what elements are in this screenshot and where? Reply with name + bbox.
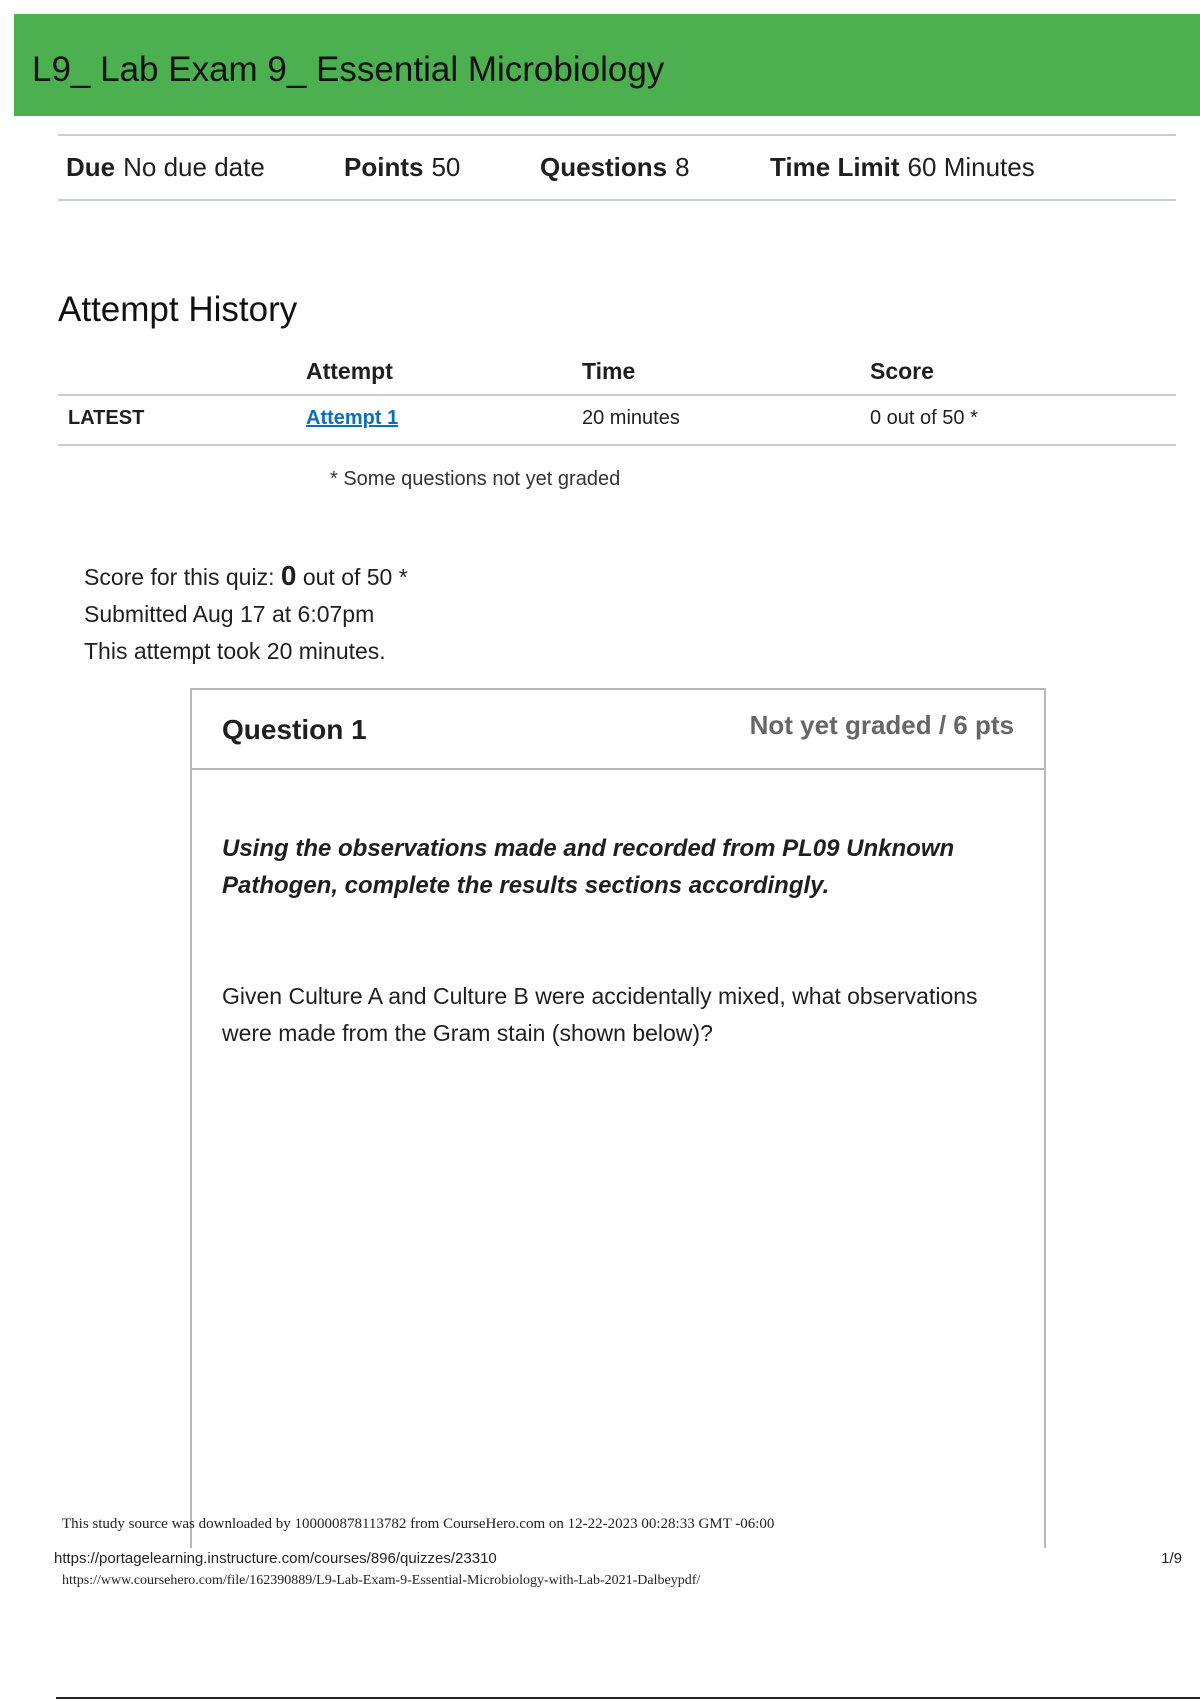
question-prompt: Using the observations made and recorded from PL09 Unknown Pathogen, complete the results sections accordingly.	[222, 835, 955, 899]
meta-due: Due No due date	[66, 152, 265, 182]
divider	[58, 199, 1176, 201]
divider	[58, 394, 1176, 396]
file-url: https://www.coursehero.com/file/162390889/L9-Lab-Exam-9-Essential-Microbiology-with-Lab-2021-Dalbeypdf/	[62, 1573, 701, 1588]
bottom-divider	[56, 1697, 1200, 1699]
question-card	[190, 688, 1046, 1548]
ungraded-footnote: * Some questions not yet graded	[330, 468, 621, 490]
divider	[58, 134, 1176, 136]
divider	[58, 444, 1176, 446]
latest-tag: LATEST	[68, 407, 145, 429]
meta-questions: Questions 8	[540, 152, 690, 182]
attempt-time: 20 minutes	[582, 407, 680, 429]
attempt-history-heading: Attempt History	[58, 290, 298, 329]
meta-time-limit: Time Limit 60 Minutes	[770, 152, 1035, 182]
attempt-1-link[interactable]: Attempt 1	[306, 407, 399, 429]
question-header	[192, 690, 1044, 770]
page-number: 1/9	[1161, 1550, 1182, 1567]
question-title: Question 1	[222, 714, 367, 745]
quiz-score: Score for this quiz: 0 out of 50 *	[84, 560, 408, 591]
attempt-score: 0 out of 50 *	[870, 407, 978, 429]
page-title: L9_ Lab Exam 9_ Essential Microbiology	[32, 50, 665, 89]
page-url: https://portagelearning.instructure.com/courses/896/quizzes/23310	[54, 1550, 497, 1567]
score-value: 0	[280, 560, 297, 591]
column-header-attempt: Attempt	[306, 358, 393, 384]
meta-points: Points 50	[344, 152, 461, 182]
header-bar	[14, 14, 1200, 116]
submitted-time: Submitted Aug 17 at 6:07pm	[84, 601, 375, 627]
column-header-score: Score	[870, 358, 934, 384]
source-note: This study source was downloaded by 100000878113782 from CourseHero.com on 12-22-2023 00:28:33 GMT -06:00	[62, 1516, 775, 1532]
question-status: Not yet graded / 6 pts	[749, 710, 1014, 740]
attempt-duration: This attempt took 20 minutes.	[84, 638, 386, 664]
question-text: Given Culture A and Culture B were accidentally mixed, what observations were made from the Gram stain (shown below)?	[222, 983, 978, 1046]
column-header-time: Time	[582, 358, 636, 384]
